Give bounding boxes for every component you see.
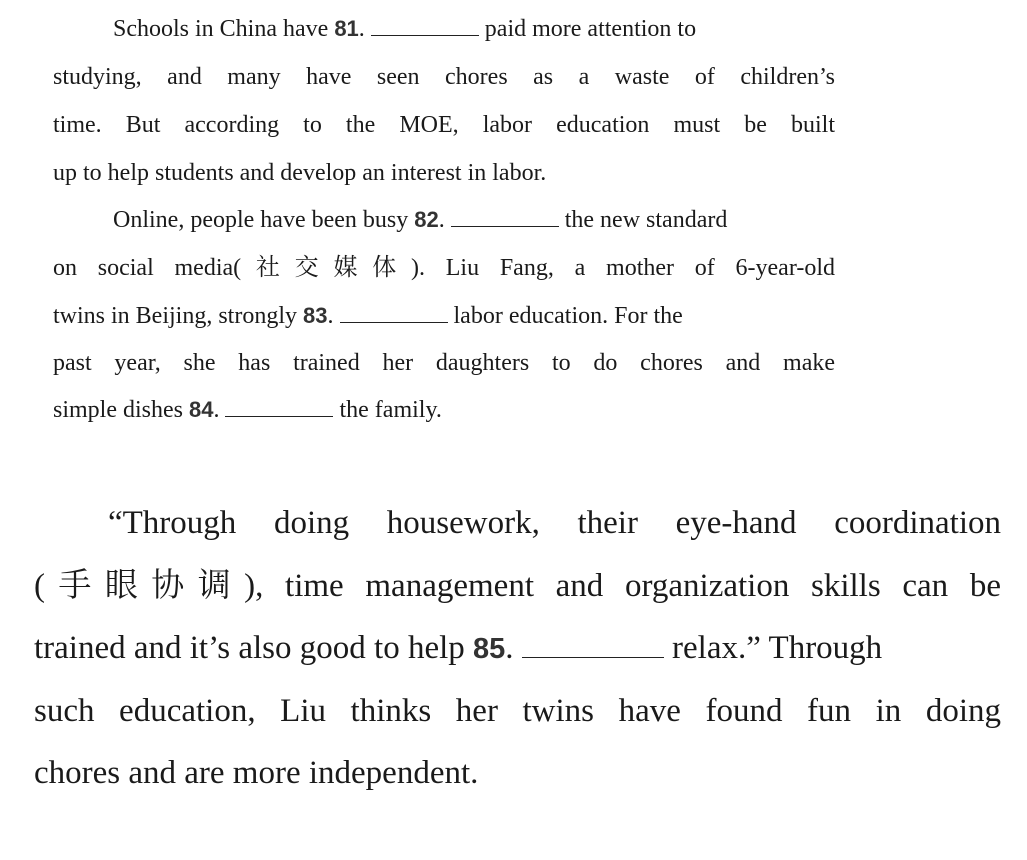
text-line: up to help students and develop an interest in labor. xyxy=(53,160,547,186)
text-segment: twins in Beijing, strongly xyxy=(53,303,304,329)
question-number-82: 82 xyxy=(414,207,439,232)
text-segment: Schools in China have xyxy=(113,16,335,42)
answer-blank-82[interactable] xyxy=(451,225,559,227)
text-segment: simple dishes xyxy=(53,397,189,423)
question-number-83: 83 xyxy=(303,303,328,328)
text-line: twins in Beijing, strongly 83. labor education. For the xyxy=(53,303,683,329)
text-segment: trained and it’s also good to help xyxy=(34,630,474,666)
answer-blank-83[interactable] xyxy=(340,321,448,323)
text-line: chores and are more independent. xyxy=(34,755,479,791)
text-line: on social media(社交媒体). Liu Fang, a mother of 6-year-old xyxy=(53,255,835,281)
text-line: “Through doing housework, their eye-hand coordination xyxy=(108,505,1001,541)
text-line: (手眼协调), time management and organization skills can be xyxy=(34,568,1001,604)
answer-blank-85[interactable] xyxy=(522,656,664,658)
text-line: time. But according to the MOE, labor education must be built xyxy=(53,112,835,138)
text-line: studying, and many have seen chores as a waste of children’s xyxy=(53,64,835,90)
question-number-85: 85 xyxy=(473,633,506,665)
question-number-84: 84 xyxy=(189,397,214,422)
answer-blank-81[interactable] xyxy=(371,34,479,36)
text-segment: relax.” Through xyxy=(663,630,883,666)
text-segment: labor education. For the xyxy=(447,303,683,329)
answer-blank-84[interactable] xyxy=(225,415,333,417)
text-segment: Online, people have been busy xyxy=(113,207,415,233)
text-line: Schools in China have 81. paid more attention to xyxy=(113,16,697,42)
text-line: such education, Liu thinks her twins have found fun in doing xyxy=(34,693,1001,729)
text-line: past year, she has trained her daughters to do chores and make xyxy=(53,350,835,376)
question-number-81: 81 xyxy=(334,16,359,41)
text-line: Online, people have been busy 82. the new standard xyxy=(113,207,728,233)
text-segment: the new standard xyxy=(558,207,728,233)
text-segment: paid more attention to xyxy=(478,16,697,42)
text-line: trained and it’s also good to help 85. relax.” Through xyxy=(34,630,883,666)
text-line: simple dishes 84. the family. xyxy=(53,397,442,423)
text-segment: the family. xyxy=(333,397,442,423)
